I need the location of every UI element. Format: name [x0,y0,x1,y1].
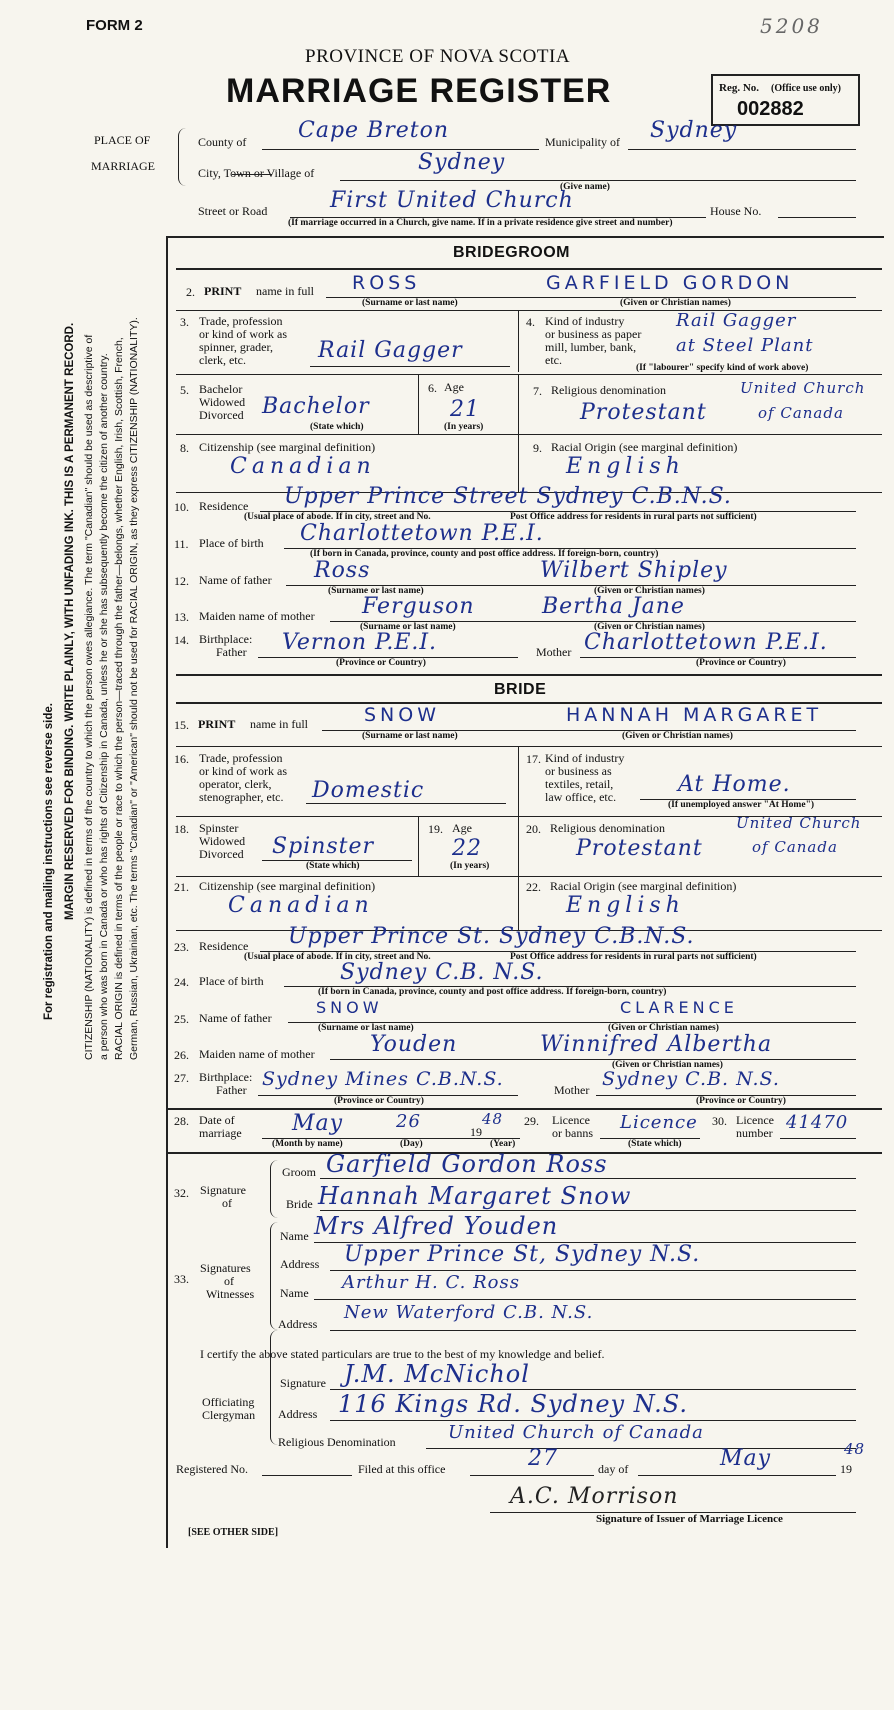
bride-birthplace: Sydney C.B. N.S. [340,960,544,985]
bride-age: 22 [452,836,482,861]
bride-state-which-note: (State which) [306,861,360,871]
bride-father-given-note: (Given or Christian names) [608,1023,719,1033]
field-32-l1: Signature [200,1183,246,1197]
given-note: (Given or Christian names) [620,298,731,308]
field-16-l1: Trade, profession [199,751,283,765]
groom-signature: Garfield Gordon Ross [326,1150,608,1178]
father-given-note: (Given or Christian names) [594,586,705,596]
bride-religion-note-1: United Church [736,814,862,832]
bride-industry: At Home. [678,772,791,797]
municipality-value: Sydney [650,118,738,143]
field-17-num: 17. [526,752,541,766]
field-32-num: 32. [174,1186,189,1200]
field-3-l3: spinner, grader, [199,340,274,354]
officiating-l1: Officiating [202,1395,255,1409]
filed-day: 27 [528,1446,558,1471]
province-heading: PROVINCE OF NOVA SCOTIA [305,46,571,67]
field-23-num: 23. [174,940,189,954]
field-20-num: 20. [526,822,541,836]
field-21-label: Citizenship (see marginal definition) [199,879,376,893]
marriage-day: 26 [396,1111,421,1132]
bridegroom-heading: BRIDEGROOM [453,244,570,261]
sidebar-line-1: For registration and mailing instructions see reverse side. [43,703,55,1020]
groom-mother-birthplace: Charlottetown P.E.I. [584,630,828,655]
sidebar-line-5: RACIAL ORIGIN is defined in terms of the people or race to which the person—traced through the father—belongs, whether English, Irish, Scottish, French, [113,337,125,1060]
city-label: City, Town or Village of [198,166,315,180]
groom-birthplace: Charlottetown P.E.I. [300,521,544,546]
bride-trade: Domestic [312,778,425,803]
field-33-l2: of [224,1274,234,1288]
bride-mother-surname: Youden [370,1032,458,1057]
field-10-num: 10. [174,500,189,514]
field-18-l1: Spinster [199,821,239,835]
field-14-label-2: Father [216,645,247,659]
bride-father-birthplace: Sydney Mines C.B.N.S. [262,1068,504,1090]
field-13-num: 13. [174,610,189,624]
bride-residence: Upper Prince St. Sydney C.B.N.S. [288,924,695,949]
field-29-l1: Licence [552,1113,590,1127]
give-name-note: (Give name) [560,182,610,192]
field-30-num: 30. [712,1114,727,1128]
witness-1-name-label: Name [280,1229,309,1243]
groom-father-given: Wilbert Shipley [540,558,728,583]
month-note: (Month by name) [272,1139,343,1149]
bride-heading: BRIDE [494,681,547,698]
bride-signature: Hannah Margaret Snow [318,1182,632,1210]
field-7-num: 7. [533,384,542,398]
witness-1-address: Upper Prince St, Sydney N.S. [344,1242,701,1267]
clergy-signature: J.M. McNichol [344,1360,530,1388]
field-28-l2: marriage [199,1126,242,1140]
bride-father-given: CLARENCE [620,998,738,1017]
field-26-num: 26. [174,1048,189,1062]
groom-given-names: GARFIELD GORDON [546,272,794,294]
field-3-l2: or kind of work as [199,327,287,341]
page-title: MARRIAGE REGISTER [226,72,612,110]
field-17-l4: law office, etc. [545,790,617,804]
licence-state-which-note: (State which) [628,1139,682,1149]
witness-2-name: Arthur H. C. Ross [342,1272,520,1293]
year-note: (Year) [490,1139,516,1149]
city-value: Sydney [418,150,506,175]
registered-no-label: Registered No. [176,1462,248,1476]
field-11-num: 11. [174,537,189,551]
bride-mother-birthplace: Sydney C.B. N.S. [602,1068,780,1090]
licence-or-banns: Licence [620,1112,698,1133]
clergy-address-label: Address [278,1407,318,1421]
groom-industry-2: at Steel Plant [676,335,814,356]
bride-given-names: HANNAH MARGARET [566,704,823,726]
municipality-label: Municipality of [545,135,620,149]
field-26-label: Maiden name of mother [199,1047,315,1061]
bride-mother-given: Winnifred Albertha [540,1032,773,1057]
field-5-l1: Bachelor [199,382,243,396]
field-13-label: Maiden name of mother [199,609,315,623]
reg-number-note: (Office use only) [771,83,841,94]
issuer-signature: A.C. Morrison [510,1484,679,1509]
field-17-l3: textiles, retail, [545,777,614,791]
sidebar-line-3: CITIZENSHIP (NATIONALITY) is defined in terms of the country to which the person owes allegiance. The term "Canadian" should be used as descriptive of [83,334,95,1060]
field-3-l4: clerk, etc. [199,353,246,367]
province-note-2: (Province or Country) [696,658,786,668]
field-27-num: 27. [174,1071,189,1085]
sidebar-instructions [42,317,142,1060]
mother-surname-note: (Surname or last name) [360,622,456,632]
clergy-address: 116 Kings Rd. Sydney N.S. [338,1390,689,1418]
field-33-l3: Witnesses [206,1287,255,1301]
witness-1-address-label: Address [280,1257,320,1271]
groom-citizenship: Canadian [230,454,376,479]
bride-mother-given-note: (Given or Christian names) [612,1060,723,1070]
groom-origin: English [566,454,685,479]
field-3-num: 3. [180,315,189,329]
field-5-num: 5. [180,383,189,397]
county-label: County of [198,135,247,149]
bride-surname: SNOW [364,704,441,726]
province-note-1: (Province or Country) [336,658,426,668]
field-19-label: Age [452,821,472,835]
field-16-l3: operator, clerk, [199,777,272,791]
groom-father-birthplace: Vernon P.E.I. [282,630,438,655]
bride-father-surname: SNOW [316,998,383,1017]
clergy-denomination: United Church of Canada [448,1422,704,1443]
bride-mother-label: Mother [554,1083,590,1097]
field-29-l2: or banns [552,1126,593,1140]
bride-marital-status: Spinster [272,834,375,859]
field-15-label: name in full [250,717,308,731]
field-4-l1: Kind of industry [545,314,625,328]
field-3-l1: Trade, profession [199,314,283,328]
groom-marital-status: Bachelor [262,394,370,419]
field-2-label: name in full [256,284,314,298]
field-11-label: Place of birth [199,536,264,550]
bride-religion: Protestant [576,836,703,861]
field-28-num: 28. [174,1114,189,1128]
bride-residence-note-a: (Usual place of abode. If in city, street and No. [244,952,431,962]
form-number: FORM 2 [86,17,143,34]
field-17-l1: Kind of industry [545,751,625,765]
field-5-l2: Widowed [199,395,246,409]
residence-note-b: Post Office address for residents in rural parts not sufficient) [510,512,757,522]
field-10-label: Residence [199,499,249,513]
sidebar-line-4: a person who was born in Canada or who has rights of Citizenship in Canada, unless he or she has subsequently become the citizen of another country. [98,353,110,1060]
field-16-l2: or kind of work as [199,764,287,778]
field-21-num: 21. [174,880,189,894]
field-2-num: 2. [186,285,195,299]
field-27-label-2: Father [216,1083,247,1097]
see-other-side: [SEE OTHER SIDE] [188,1527,279,1538]
birthplace-note: (If born in Canada, province, county and post office address. If foreign-born, country) [310,549,659,559]
field-12-label: Name of father [199,573,272,587]
groom-industry-1: Rail Gagger [676,310,797,331]
bride-origin: English [566,893,685,918]
field-4-l3: mill, lumber, bank, [545,340,637,354]
bride-given-note: (Given or Christian names) [622,731,733,741]
clergy-signature-label: Signature [280,1376,326,1390]
bride-religion-note-2: of Canada [752,838,838,856]
witness-1-name: Mrs Alfred Youden [314,1212,559,1240]
field-4-l2: or business as paper [545,327,642,341]
field-27-label-1: Birthplace: [199,1070,253,1084]
house-label: House No. [710,204,762,218]
groom-sig-label: Groom [282,1165,316,1179]
marriage-month: May [292,1111,344,1136]
marriage-year-prefix: 19 [470,1125,482,1139]
field-14-label-1: Birthplace: [199,632,253,646]
street-value: First United Church [330,188,574,213]
state-which-note: (State which) [310,422,364,432]
residence-note-a: (Usual place of abode. If in city, street and No. [244,512,431,522]
licence-number: 41470 [786,1112,849,1133]
field-6-num: 6. [428,381,437,395]
field-8-num: 8. [180,441,189,455]
field-23-label: Residence [199,939,249,953]
groom-residence: Upper Prince Street Sydney C.B.N.S. [284,484,732,509]
field-33-l1: Signatures [200,1261,251,1275]
bride-sig-label: Bride [286,1197,313,1211]
county-value: Cape Breton [298,118,450,143]
field-25-num: 25. [174,1012,189,1026]
field-30-l2: number [736,1126,773,1140]
filed-label: Filed at this office [358,1462,446,1476]
field-33-num: 33. [174,1272,189,1286]
field-17-note: (If unemployed answer "At Home") [668,800,815,810]
field-4-num: 4. [526,315,535,329]
field-24-label: Place of birth [199,974,264,988]
groom-mother-surname: Ferguson [362,594,475,619]
marriage-year: 48 [482,1110,504,1128]
field-4-note: (If "labourer" specify kind of work above) [636,363,809,373]
filed-month: May [720,1446,772,1471]
reg-number-label: Reg. No. [719,82,760,94]
sidebar-line-6: German, Russian, Ukrainian, etc. The terms "Canadian" or "American" should not be used for RACIAL ORIGIN, as they express CITIZENSHIP (NATIONALITY). [128,317,140,1060]
field-19-num: 19. [428,822,443,836]
bride-citizenship: Canadian [228,893,374,918]
reg-number-value: 002882 [737,98,804,120]
witness-2-address-label: Address [278,1317,318,1331]
place-label-2: MARRIAGE [91,159,156,173]
groom-father-surname: Ross [314,558,371,583]
field-4-l4: etc. [545,353,562,367]
handwritten-reference: 5208 [760,14,823,38]
groom-religion: Protestant [580,400,707,425]
groom-religion-note-2: of Canada [758,404,844,422]
groom-mother-given: Bertha Jane [542,594,685,619]
bride-residence-note-b: Post Office address for residents in rural parts not sufficient) [510,952,757,962]
filed-year: 48 [844,1440,866,1458]
issuer-label: Signature of Issuer of Marriage Licence [596,1513,783,1525]
field-16-num: 16. [174,752,189,766]
field-25-label: Name of father [199,1011,272,1025]
field-18-l2: Widowed [199,834,246,848]
bride-province-note-1: (Province or Country) [334,1096,424,1106]
field-17-l2: or business as [545,764,612,778]
field-29-num: 29. [524,1114,539,1128]
field-30-l1: Licence [736,1113,774,1127]
field-28-l1: Date of [199,1113,235,1127]
mother-label: Mother [536,645,572,659]
witness-2-address: New Waterford C.B. N.S. [344,1302,594,1323]
sidebar-line-2: MARGIN RESERVED FOR BINDING. WRITE PLAINLY, WITH UNFADING INK. THIS IS A PERMANENT RECORD. [64,322,76,920]
groom-trade: Rail Gagger [318,338,463,363]
groom-religion-note-1: United Church [740,379,866,397]
years-note: (In years) [444,422,484,432]
bride-surname-note: (Surname or last name) [362,731,458,741]
officiating-l2: Clergyman [202,1408,256,1422]
surname-note: (Surname or last name) [362,298,458,308]
bride-birthplace-note: (If born in Canada, province, county and post office address. If foreign-born, country) [318,987,667,997]
field-32-l2: of [222,1196,232,1210]
father-surname-note: (Surname or last name) [328,586,424,596]
field-15-print: PRINT [198,717,236,731]
place-note: (If marriage occurred in a Church, give name. If in a private residence give street and number) [288,218,673,228]
field-12-num: 12. [174,574,189,588]
day-note: (Day) [400,1139,423,1149]
bride-father-surname-note: (Surname or last name) [318,1023,414,1033]
witness-2-name-label: Name [280,1286,309,1300]
field-20-label: Religious denomination [550,821,665,835]
field-14-num: 14. [174,633,189,647]
field-18-num: 18. [174,822,189,836]
field-8-label: Citizenship (see marginal definition) [199,440,376,454]
field-5-l3: Divorced [199,408,244,422]
field-7-label: Religious denomination [551,383,666,397]
street-label: Street or Road [198,204,268,218]
field-24-num: 24. [174,975,189,989]
field-9-label: Racial Origin (see marginal definition) [551,440,738,454]
bride-province-note-2: (Province or Country) [696,1096,786,1106]
field-9-num: 9. [533,441,542,455]
filed-year-prefix: 19 [840,1462,852,1476]
field-22-num: 22. [526,880,541,894]
field-22-label: Racial Origin (see marginal definition) [550,879,737,893]
mother-given-note: (Given or Christian names) [594,622,705,632]
field-2-print: PRINT [204,284,242,298]
day-of-label: day of [598,1462,629,1476]
field-6-label: Age [444,380,464,394]
field-16-l4: stenographer, etc. [199,790,284,804]
certify-statement: I certify the above stated particulars are true to the best of my knowledge and belief. [200,1347,605,1361]
bride-years-note: (In years) [450,861,490,871]
groom-age: 21 [450,397,480,422]
clergy-denomination-label: Religious Denomination [278,1435,396,1449]
place-brace [178,128,189,186]
groom-surname: ROSS [352,272,421,294]
field-18-l3: Divorced [199,847,244,861]
place-label-1: PLACE OF [94,133,151,147]
field-15-num: 15. [174,718,189,732]
